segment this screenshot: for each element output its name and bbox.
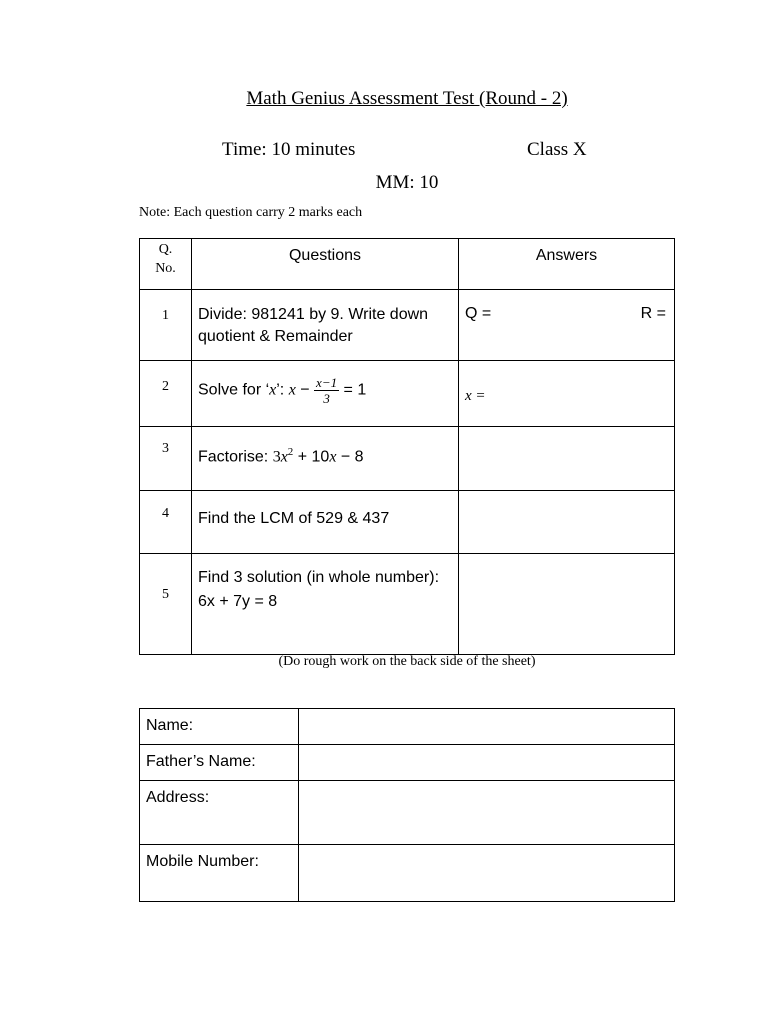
name-field[interactable] (299, 709, 675, 745)
max-marks-label: MM: 10 (375, 172, 439, 193)
answer-q-label: Q = (465, 305, 492, 322)
questions-table (139, 238, 675, 655)
time-label: Time: 10 minutes (222, 139, 356, 160)
answer-cell[interactable] (459, 361, 675, 427)
question-number: 5 (140, 554, 192, 655)
student-info-table (139, 708, 675, 902)
question-number: 3 (140, 427, 192, 491)
answer-x-label: x = (465, 388, 486, 404)
table-header-row (140, 239, 675, 290)
qno-header: Q. No. (140, 239, 192, 290)
info-row-name (140, 709, 675, 745)
rough-work-note: (Do rough work on the back side of the sheet) (278, 654, 536, 669)
father-name-field[interactable] (299, 745, 675, 781)
question-number: 1 (140, 290, 192, 361)
info-row-father (140, 745, 675, 781)
address-field[interactable] (299, 781, 675, 845)
info-row-mobile (140, 845, 675, 902)
question-text: Solve for ‘x’: x − $\frac{x-1}{3}$ = 1 (192, 361, 459, 427)
table-row (140, 427, 675, 491)
table-row (140, 554, 675, 655)
mobile-field[interactable] (299, 845, 675, 902)
question-number: 4 (140, 491, 192, 554)
question-text: Find 3 solution (in whole number): 6x + 7y = 8 (192, 554, 459, 655)
answer-r-label: R = (640, 305, 666, 322)
answer-cell[interactable] (459, 554, 675, 655)
page-title: Math Genius Assessment Test (Round - 2) (246, 88, 568, 109)
answer-cell[interactable] (459, 427, 675, 491)
name-label: Name: (140, 709, 299, 745)
fraction: $\frac{x-1}{3}$ (316, 375, 338, 406)
note-text: Note: Each question carry 2 marks each (139, 205, 363, 220)
question-number: 2 (140, 361, 192, 427)
question-text: Find the LCM of 529 & 437 (192, 491, 459, 554)
table-row (140, 361, 675, 427)
answers-header: Answers (459, 239, 675, 290)
address-label: Address: (140, 781, 299, 845)
table-row (140, 491, 675, 554)
info-row-address (140, 781, 675, 845)
question-text: Factorise: $3x^2 + 10x - 8$ (192, 427, 459, 491)
mobile-label: Mobile Number: (140, 845, 299, 902)
table-row (140, 290, 675, 361)
class-label: Class X (527, 139, 587, 160)
father-name-label: Father’s Name: (140, 745, 299, 781)
answer-cell[interactable] (459, 491, 675, 554)
question-text: Divide: 981241 by 9. Write down quotient & Remainder (192, 290, 459, 361)
answer-cell[interactable] (459, 290, 675, 361)
questions-header: Questions (192, 239, 459, 290)
